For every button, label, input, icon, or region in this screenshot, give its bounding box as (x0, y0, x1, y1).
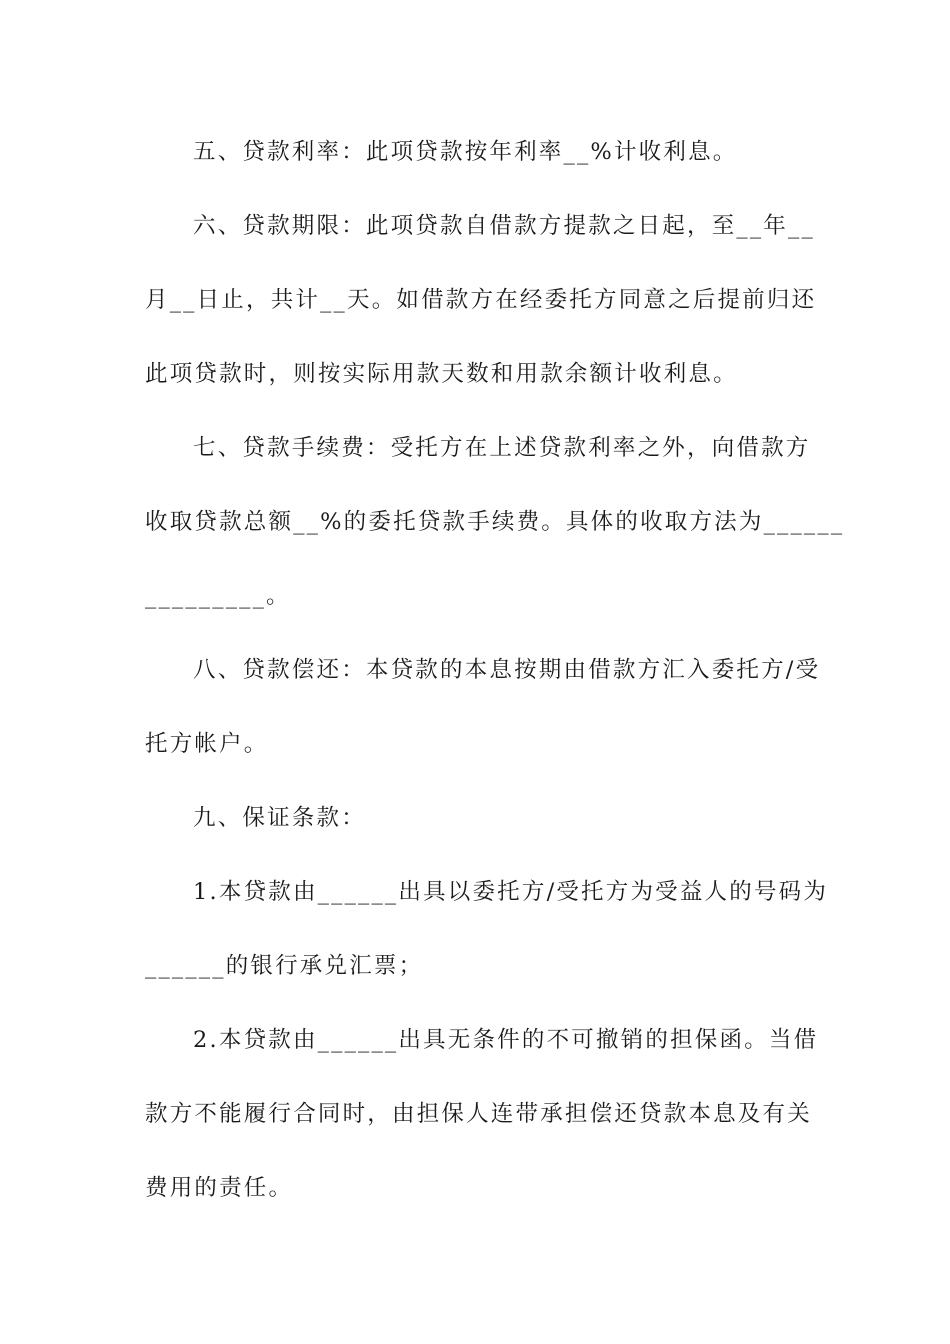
clause-6-loan-term-line-3: 此项贷款时，则按实际用款天数和用款余额计收利息。 (145, 361, 738, 387)
clause-8-repayment-line-2: 托方帐户。 (145, 731, 269, 757)
clause-9-item-2-line-1: 2.本贷款由______出具无条件的不可撤销的担保函。当借 (193, 1027, 819, 1053)
clause-5-interest-rate: 五、贷款利率：此项贷款按年利率__%计收利息。 (193, 139, 738, 165)
clause-6-loan-term-line-2: 月__日止，共计__天。如借款方在经委托方同意之后提前归还 (145, 287, 817, 313)
clause-7-fee-line-2: 收取贷款总额__%的委托贷款手续费。具体的收取方法为______ (145, 509, 845, 535)
clause-7-fee-line-3: _________。 (145, 583, 291, 609)
clause-9-item-1-line-1: 1.本贷款由______出具以委托方/受托方为受益人的号码为 (193, 879, 829, 905)
clause-6-loan-term-line-1: 六、贷款期限：此项贷款自借款方提款之日起，至__年__ (193, 213, 815, 239)
clause-7-fee-line-1: 七、贷款手续费：受托方在上述贷款利率之外，向借款方 (193, 435, 811, 461)
clause-9-item-1-line-2: ______的银行承兑汇票； (145, 953, 424, 979)
clause-9-heading: 九、保证条款： (193, 805, 366, 831)
clause-8-repayment-line-1: 八、贷款偿还：本贷款的本息按期由借款方汇入委托方/受 (193, 657, 821, 683)
clause-9-item-2-line-2: 款方不能履行合同时，由担保人连带承担偿还贷款本息及有关 (145, 1101, 812, 1127)
clause-9-item-2-line-3: 费用的责任。 (145, 1175, 294, 1201)
